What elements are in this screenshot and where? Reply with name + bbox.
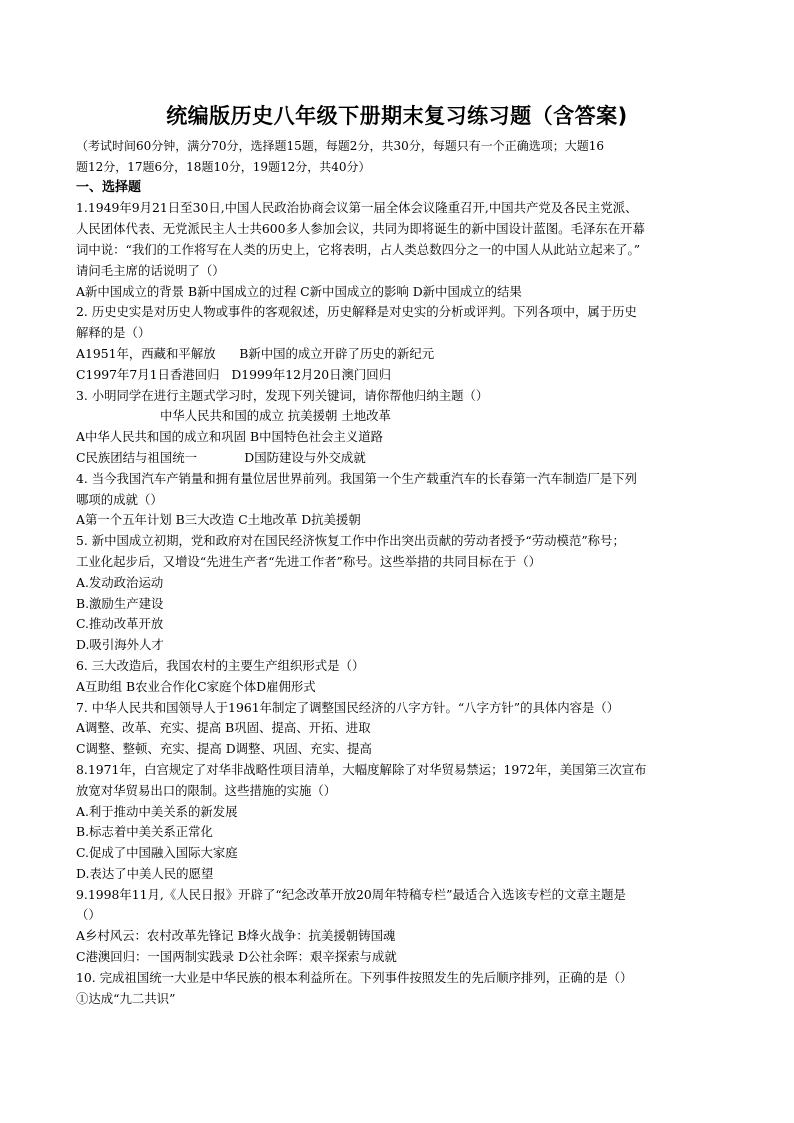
q3-keywords: 中华人民共和国的成立 抗美援朝 土地改革 — [160, 408, 391, 424]
q8-option-d: D.表达了中美人民的愿望 — [76, 865, 214, 881]
q4-line-1: 4. 当今我国汽车产销量和拥有量位居世界前列。我国第一个生产载重汽车的长春第一汽车制造厂是下列 — [76, 470, 637, 486]
q7-options-ab: A调整、改革、充实、提高 B巩固、提高、开拓、进取 — [76, 720, 371, 736]
document-title: 统编版历史八年级下册期末复习练习题（含答案) — [166, 104, 628, 128]
q5-option-c: C.推动改革开放 — [76, 616, 164, 632]
q4-line-2: 哪项的成就（） — [76, 491, 163, 507]
q7-options-cd: C调整、整顿、充实、提高 D调整、巩固、充实、提高 — [76, 741, 372, 757]
q5-line-2: 工业化起步后，又增设“先进生产者“先进工作者”称号。这些举措的共同目标在于（） — [76, 553, 542, 569]
q2-options-cd: C1997年7月1日香港回归 D1999年12月20日澳门回归 — [76, 366, 392, 382]
q2-line-1: 2. 历史史实是对历史人物或事件的客观叙述，历史解释是对史实的分析或评判。下列各项中，属于历史 — [76, 304, 637, 320]
q5-option-d: D.吸引海外人才 — [76, 637, 164, 653]
q1-line-3: 词中说：“我们的工作将写在人类的历史上，它将表明，占人类总数四分之一的中国人从此站立起来了。” — [76, 241, 641, 257]
document-body — [76, 136, 726, 1009]
q1-line-1: 1.1949年9月21日至30日,中国人民政治协商会议第一届全体会议隆重召开,中国共产党及各民主党派、 — [76, 200, 638, 216]
q5-option-b: B.激励生产建设 — [76, 595, 164, 611]
q4-options: A第一个五年计划 B三大改造 C土地改革 D抗美援朝 — [76, 512, 361, 528]
q9-line-1: 9.1998年11月,《人民日报》开辟了“纪念改革开放20周年特稿专栏”最适合入选该专栏的文章主题是 — [76, 886, 626, 902]
q3-options-cd: C民族团结与祖国统一 D国防建设与外交成就 — [76, 449, 366, 465]
q9-options-ab: A乡村风云：农村改革先锋记 B烽火战争：抗美援朝铸国魂 — [76, 928, 396, 944]
q8-line-2: 放宽对华贸易出口的限制。这些措施的实施（） — [76, 782, 337, 798]
q7-line-1: 7. 中华人民共和国领导人于1961年制定了调整国民经济的八字方针。“八字方针”的具体内容是（） — [76, 699, 620, 715]
q8-option-a: A.利于推动中美关系的新发展 — [76, 803, 238, 819]
exam-info-line-2: 题12分，17题6分，18题10分，19题12分，共40分） — [76, 159, 371, 174]
q3-line-1: 3. 小明同学在进行主题式学习时，发现下列关键词，请你帮他归纳主题（） — [76, 387, 489, 403]
q8-option-c: C.促成了中国融入国际大家庭 — [76, 845, 238, 861]
q1-line-4: 请问毛主席的话说明了（） — [76, 262, 225, 278]
exam-info-line-1: （考试时间60分钟，满分70分，选择题15题，每题2分，共30分，每题只有一个正确选项；大题16 — [76, 139, 604, 153]
q1-line-2: 人民团体代表、无党派民主人士共600多人参加会议，共同为即将诞生的新中国设计蓝图。毛泽东在开幕 — [76, 221, 645, 237]
q10-line-1: 10. 完成祖国统一大业是中华民族的根本利益所在。下列事件按照发生的先后顺序排列，正确的是（） — [76, 969, 633, 985]
section-heading: 一、选择题 — [76, 179, 142, 195]
q3-options-ab: A中华人民共和国的成立和巩固 B中国特色社会主义道路 — [76, 429, 383, 445]
q6-options: A互助组 B农业合作化C家庭个体D雇佣形式 — [76, 678, 316, 694]
q9-line-2: （） — [76, 907, 101, 923]
q6-line-1: 6. 三大改造后，我国农村的主要生产组织形式是（） — [76, 657, 365, 673]
q5-option-a: A.发动政治运动 — [76, 574, 164, 590]
q1-options: A新中国成立的背景 B新中国成立的过程 C新中国成立的影响 D新中国成立的结果 — [76, 283, 522, 299]
q5-line-1: 5. 新中国成立初期，党和政府对在国民经济恢复工作中作出突出贡献的劳动者授予“劳动模范”称号； — [76, 533, 625, 549]
q10-item-1: ①达成“九二共识” — [76, 990, 176, 1006]
q2-line-2: 解释的是（） — [76, 325, 151, 341]
q9-options-cd: C港澳回归：一国两制实践录 D公社余晖：艰辛探索与成就 — [76, 949, 397, 965]
q8-line-1: 8.1971年，白宫规定了对华非战略性项目清单，大幅度解除了对华贸易禁运；1972年，美国第三次宣布 — [76, 761, 647, 777]
q2-options-ab: A1951年，西藏和平解放 B新中国的成立开辟了历史的新纪元 — [76, 345, 435, 361]
q8-option-b: B.标志着中美关系正常化 — [76, 824, 213, 840]
